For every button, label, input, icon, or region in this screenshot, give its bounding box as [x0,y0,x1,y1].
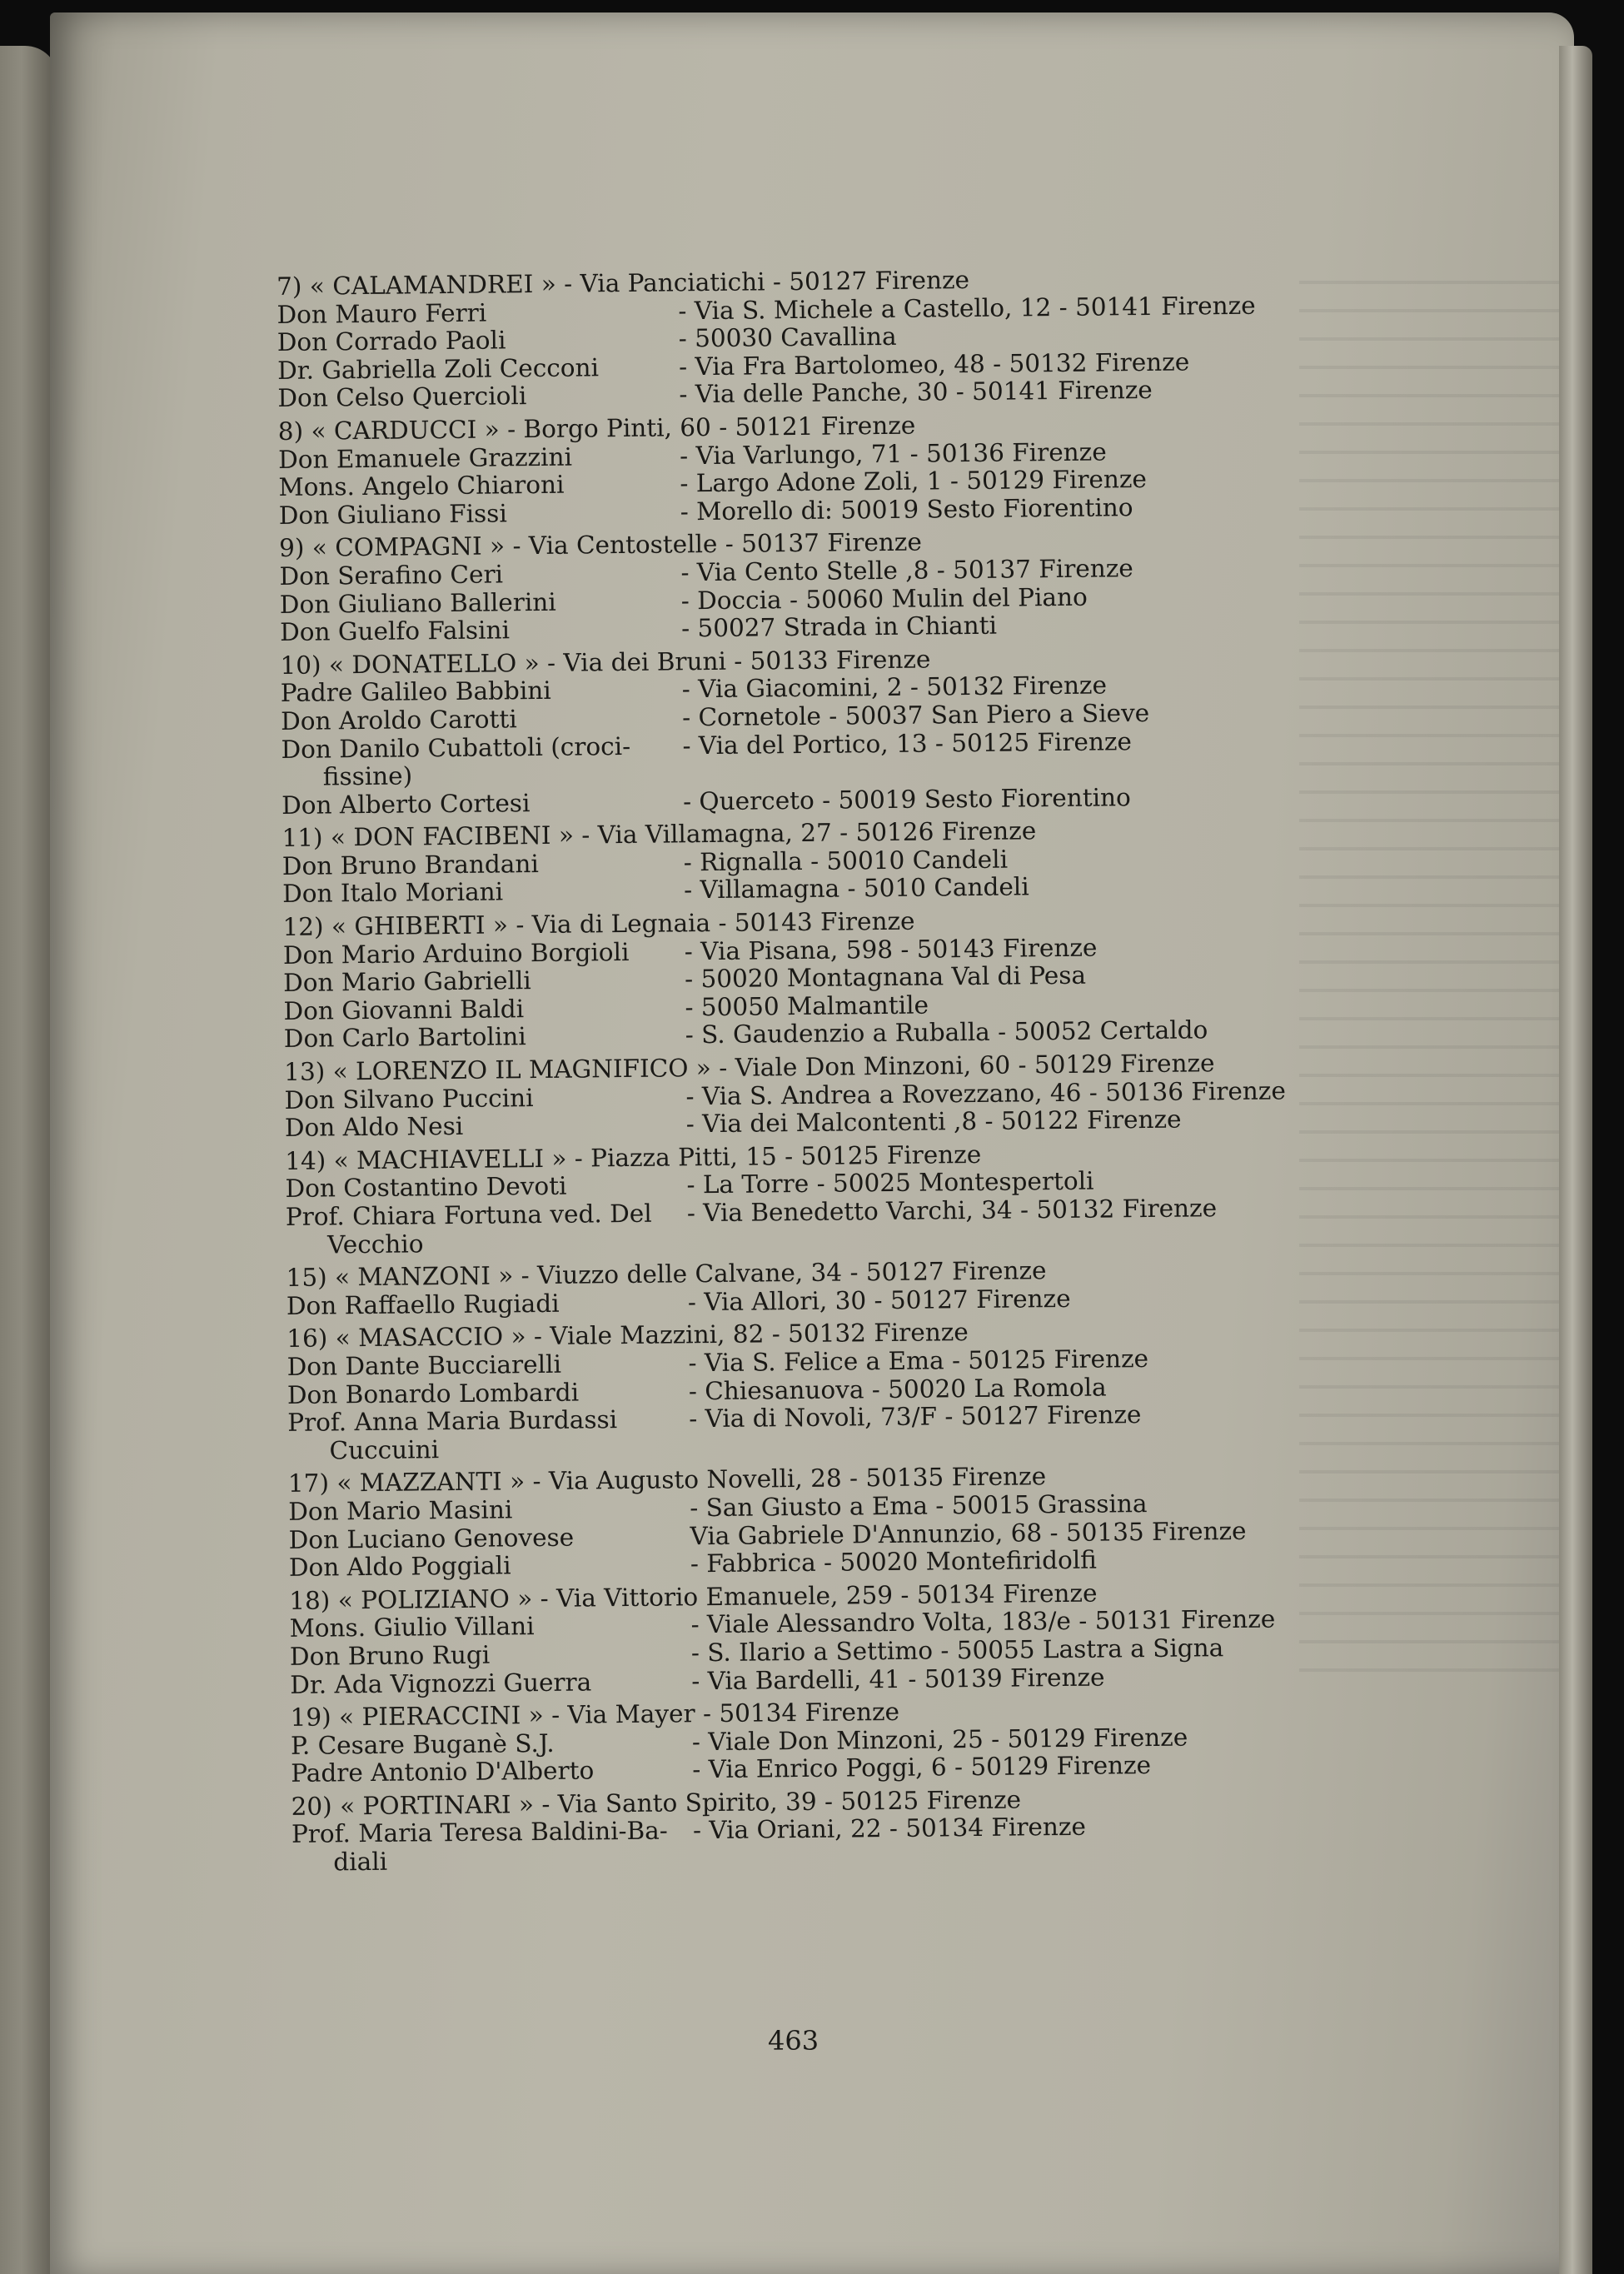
school-section [282,904,1367,1054]
entry-name-continuation: Vecchio [327,1229,424,1259]
section-heading: 15) « MANZONI » - Viuzzo delle Calvane, 34 - 50127 Firenze [286,1256,1047,1293]
school-section [279,525,1362,647]
entry-address: - San Giusto a Ema - 50015 Grassina [690,1489,1148,1523]
section-heading: 10) « DONATELLO » - Via dei Bruni - 50133 Firenze [280,645,931,680]
entry-address: - Via S. Michele a Castello, 12 - 50141 Firenze [678,291,1256,325]
entry-address: - Doccia - 50060 Mulin del Piano [680,582,1088,615]
entry-address: - Cornetole - 50037 San Piero a Sieve [681,698,1150,732]
entry-name: Don Silvano Puccini [284,1083,534,1115]
entry-name: Don Raffaello Rugiadi [286,1289,560,1320]
directory-listing [276,263,1374,1883]
entry-name: Prof. Anna Maria Burdassi [287,1405,618,1438]
entry-address: - 50020 Montagnana Val di Pesa [684,960,1087,994]
entry-address: - Via S. Andrea a Rovezzano, 46 - 50136 Firenze [685,1076,1286,1110]
page-number: 463 [768,2025,819,2057]
entry-name: Don Mario Gabrielli [283,966,531,998]
section-heading: 19) « PIERACCINI » - Via Mayer - 50134 Firenze [290,1697,900,1733]
entry-address: - 50027 Strada in Chianti [680,611,998,643]
entry-address: - Querceto - 50019 Sesto Fiorentino [682,782,1131,816]
entry-name: Don Corrado Paoli [276,326,506,357]
entry-name: Don Dante Bucciarelli [286,1349,562,1381]
section-heading: 7) « CALAMANDREI » - Via Panciatichi - 50127 Firenze [276,266,970,301]
entry-name: Padre Antonio D'Alberto [291,1756,595,1788]
entry-name: Don Emanuele Grazzini [277,442,573,474]
entry-name: Don Giuliano Fissi [278,499,507,530]
entry-name: Dr. Ada Vignozzi Guerra [290,1667,592,1699]
entry-address: - 50050 Malmantile [685,990,929,1022]
entry-address: - Via S. Felice a Ema - 50125 Firenze [688,1344,1149,1378]
entry-address: - Largo Adone Zoli, 1 - 50129 Firenze [680,465,1148,498]
entry-address: - Via Allori, 30 - 50127 Firenze [687,1284,1071,1317]
school-section [281,815,1365,909]
section-heading: 16) « MASACCIO » - Viale Mazzini, 82 - 50132 Firenze [286,1318,969,1354]
entry-address: - 50030 Cavallina [678,322,897,353]
section-heading: 9) « COMPAGNI » - Via Centostelle - 50137 Firenze [279,527,922,563]
entry-address: - Via Pisana, 598 - 50143 Firenze [684,933,1098,965]
entry-name: Don Costantino Devoti [285,1172,567,1204]
entry-address: - Via di Novoli, 73/F - 50127 Firenze [689,1400,1142,1434]
entry-name-continuation: diali [333,1847,388,1877]
entry-name: Don Luciano Genovese [288,1523,575,1554]
entry-address: - Via Enrico Poggi, 6 - 50129 Firenze [692,1751,1152,1784]
entry-name: Don Italo Moriani [281,877,504,909]
entry-name: Don Carlo Bartolini [283,1022,526,1054]
section-heading: 20) « PORTINARI » - Via Santo Spirito, 39 - 50125 Firenze [291,1785,1022,1821]
entry-name: Don Bruno Brandani [281,849,539,880]
entry-address: - Via Varlungo, 71 - 50136 Firenze [679,437,1107,470]
school-section [288,1460,1372,1583]
entry-address: - Via Cento Stelle ,8 - 50137 Firenze [680,554,1133,587]
entry-name: Don Aldo Poggiali [288,1551,511,1583]
entry-address: - S. Gaudenzio a Ruballa - 50052 Certaldo [685,1015,1208,1050]
entry-name: P. Cesare Buganè S.J. [290,1728,555,1760]
entry-address: - Viale Alessandro Volta, 183/e - 50131 Firenze [690,1604,1276,1639]
entry-address: - Via del Portico, 13 - 50125 Firenze [682,726,1133,760]
entry-address: - Viale Don Minzoni, 25 - 50129 Firenze [691,1723,1188,1756]
entry-address: - S. Ilario a Settimo - 50055 Lastra a Signa [690,1633,1224,1668]
entry-name: Don Aldo Nesi [284,1112,464,1143]
entry-name: Padre Galileo Babbini [280,676,551,708]
entry-address: Via Gabriele D'Annunzio, 68 - 50135 Firenze [690,1516,1247,1550]
section-heading: 11) « DON FACIBENI » - Via Villamagna, 27 - 50126 Firenze [281,816,1037,853]
entry-name: Don Mario Arduino Borgioli [282,937,630,970]
entry-name: Don Giovanni Baldi [283,995,525,1025]
entry-address: - Rignalla - 50010 Candeli [683,845,1009,877]
school-section [290,1694,1373,1788]
entry-address: - Morello di: 50019 Sesto Fiorentino [680,492,1133,526]
entry-name: Dr. Gabriella Zoli Cecconi [276,353,600,385]
entry-name-continuation: Cuccuini [329,1434,440,1465]
section-heading: 13) « LORENZO IL MAGNIFICO » - Viale Don Minzoni, 60 - 50129 Firenze [284,1049,1215,1086]
school-section [276,263,1361,413]
section-heading: 8) « CARDUCCI » - Borgo Pinti, 60 - 50121 Firenze [277,411,916,446]
school-section [286,1315,1371,1465]
section-heading: 18) « POLIZIANO » - Via Vittorio Emanuele, 259 - 50134 Firenze [289,1578,1098,1615]
entry-name: Don Mario Masini [288,1495,513,1526]
entry-name: Prof. Chiara Fortuna ved. Del [285,1199,652,1231]
school-section [280,641,1364,820]
entry-name: Don Bonardo Lombardi [286,1378,580,1409]
entry-name: Mons. Angelo Chiaroni [278,470,565,502]
entry-address: - Via Giacomini, 2 - 50132 Firenze [681,671,1108,704]
section-heading: 17) « MAZZANTI » - Via Augusto Novelli, 28 - 50135 Firenze [287,1462,1047,1499]
entry-address: - La Torre - 50025 Montespertoli [686,1167,1094,1199]
school-section [284,1049,1367,1143]
entry-address: - Chiesanuova - 50020 La Romola [688,1373,1107,1405]
entry-name: Don Celso Quercioli [277,381,527,413]
school-section [289,1577,1372,1699]
entry-address: - Via Bardelli, 41 - 50139 Firenze [691,1663,1105,1695]
entry-name-continuation: fissine) [322,761,413,791]
entry-name: Don Mauro Ferri [276,298,487,329]
entry-address: - Fabbrica - 50020 Montefiridolfi [690,1545,1098,1578]
school-section [278,407,1362,530]
entry-address: - Via Fra Bartolomeo, 48 - 50132 Firenze [678,347,1190,381]
entry-address: - Villamagna - 5010 Candeli [683,872,1029,905]
entry-name: Don Guelfo Falsini [279,616,511,647]
entry-name: Don Giuliano Ballerini [279,587,556,619]
school-section [291,1783,1375,1877]
section-heading: 12) « GHIBERTI » - Via di Legnaia - 50143 Firenze [282,906,915,942]
entry-name: Don Aroldo Carotti [281,705,517,736]
entry-name: Don Danilo Cubattoli (croci- [281,731,631,764]
section-heading: 14) « MACHIAVELLI » - Piazza Pitti, 15 - 50125 Firenze [285,1139,982,1175]
entry-name: Don Bruno Rugi [289,1640,491,1671]
entry-name: Mons. Giulio Villani [289,1612,535,1643]
page-stack-edge [1559,46,1592,2274]
entry-name: Prof. Maria Teresa Baldini-Ba- [291,1817,668,1849]
entry-address: - Via delle Panche, 30 - 50141 Firenze [679,376,1153,409]
school-section [285,1137,1368,1259]
entry-name: Don Alberto Cortesi [281,788,531,820]
entry-address: - Via Oriani, 22 - 50134 Firenze [692,1813,1087,1845]
entry-name: Don Serafino Ceri [279,560,504,591]
entry-address: - Via Benedetto Varchi, 34 - 50132 Firenze [686,1194,1218,1228]
school-section [286,1254,1369,1321]
entry-address: - Via dei Malcontenti ,8 - 50122 Firenze [685,1105,1182,1139]
